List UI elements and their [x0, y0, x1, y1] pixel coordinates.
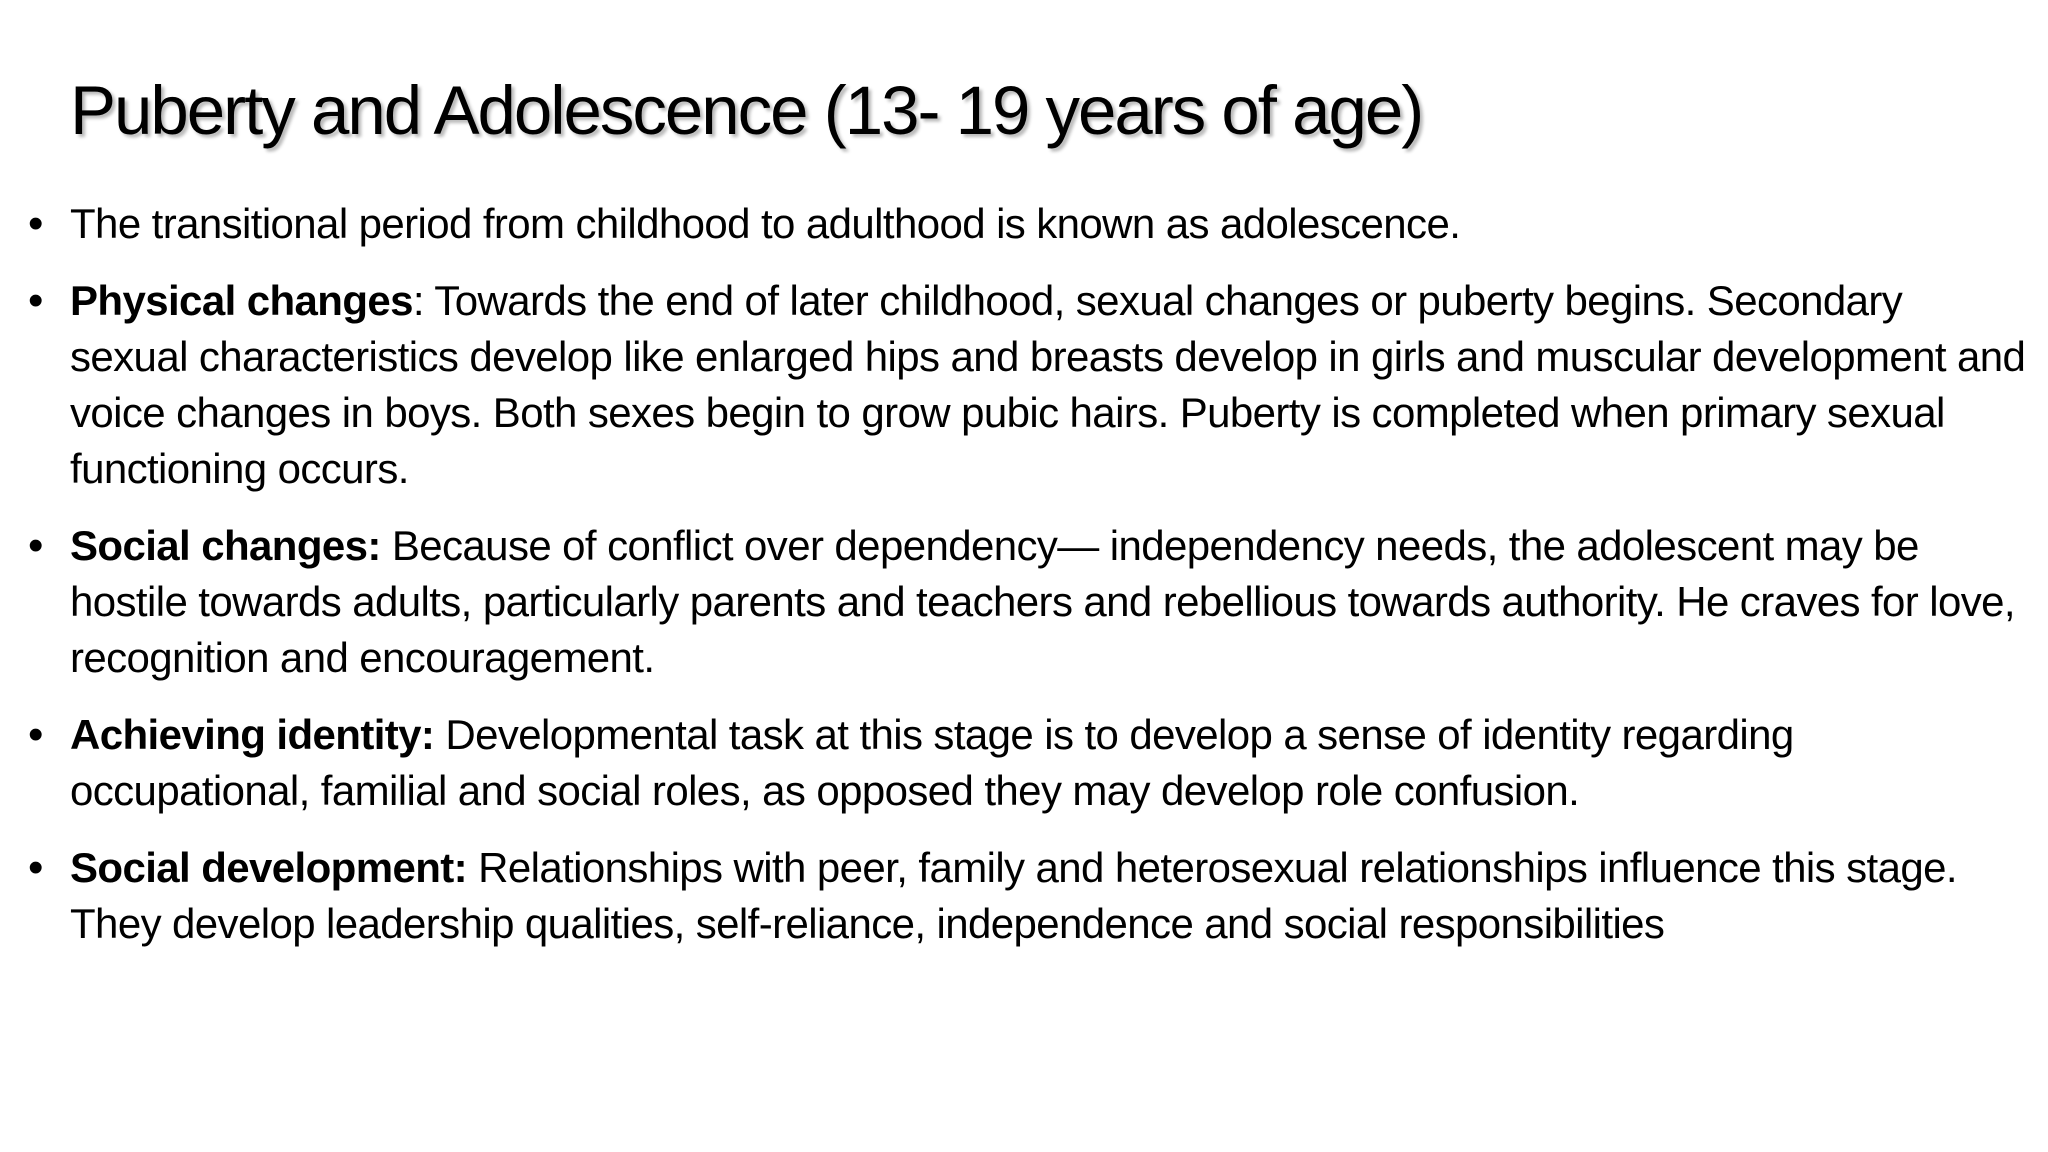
bullet-text — [70, 273, 2028, 497]
bullet-lead: Social changes: — [70, 522, 381, 569]
bullet-item-achieving-identity — [28, 707, 2028, 819]
bullet-body: Developmental task at this stage is to develop a sense of identity regarding occupational, familial and social roles, as opposed they may develop role confusion. — [70, 711, 1794, 814]
bullet-text — [70, 707, 2028, 819]
bullet-icon: • — [28, 199, 44, 248]
bullet-icon: • — [28, 521, 44, 570]
bullet-icon: • — [28, 710, 44, 759]
bullet-text — [70, 518, 2028, 686]
bullet-text — [70, 840, 2028, 952]
bullet-body: Because of conflict over dependency— independency needs, the adolescent may be hostile towards adults, particularly parents and teachers and rebellious towards authority. He craves for love, recognition and encouragement. — [70, 522, 2015, 681]
bullet-icon: • — [28, 276, 44, 325]
bullet-lead: Physical changes — [70, 277, 413, 324]
bullet-icon: • — [28, 843, 44, 892]
bullet-text — [70, 196, 2028, 252]
bullet-body: : Towards the end of later childhood, sexual changes or puberty begins. Secondary sexual characteristics develop like enlarged hips and breasts develop in girls and muscular development and voice changes in boys. Both sexes begin to grow pubic hairs. Puberty is completed when primary sexual functioning occurs. — [70, 277, 2026, 492]
bullet-body: Relationships with peer, family and heterosexual relationships influence this stage. They develop leadership qualities, self-reliance, independence and social responsibilities — [70, 844, 1957, 947]
bullet-item-transition — [28, 196, 2028, 252]
bullet-list — [28, 196, 2028, 973]
bullet-lead: Achieving identity: — [70, 711, 435, 758]
bullet-item-physical-changes — [28, 273, 2028, 497]
bullet-item-social-changes — [28, 518, 2028, 686]
bullet-lead: Social development: — [70, 844, 468, 891]
bullet-body: The transitional period from childhood to adulthood is known as adolescence. — [70, 200, 1461, 247]
slide-title: Puberty and Adolescence (13- 19 years of age) — [70, 72, 1423, 149]
bullet-item-social-development — [28, 840, 2028, 952]
